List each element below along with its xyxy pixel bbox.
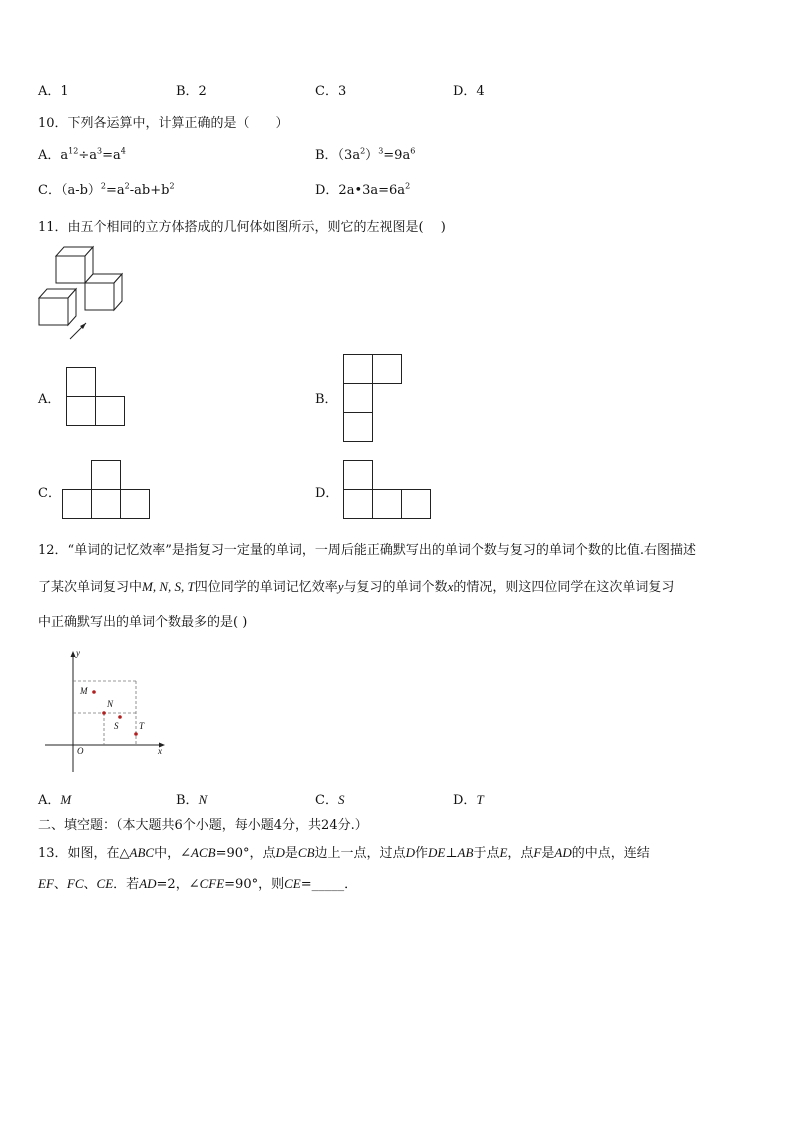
q13-line-1: 13．如图，在△ABC中，∠ACB=90°，点D是CB边上一点，过点D作DE⊥AB于点E，点F是AD的中点，连结: [38, 845, 650, 861]
graph-m-label: M: [80, 686, 88, 696]
q12-option-c: C．S: [315, 792, 345, 808]
q11-option-d-figure: [343, 460, 435, 522]
q12-option-b: B．N: [176, 792, 208, 808]
q12-option-d: D．T: [453, 792, 484, 808]
q11-option-a-figure: [66, 367, 128, 427]
q10-option-a: A．$a^{12}\div a^3=a^4$: [38, 146, 126, 163]
point-t: [134, 732, 138, 736]
point-s: [118, 715, 122, 719]
q12-option-a: A．M: [38, 792, 72, 808]
q11-option-a-label: A．: [38, 392, 61, 407]
q12-graph: [40, 648, 170, 776]
q11-option-c-label: C．: [38, 486, 61, 501]
q13-line-2: EF、FC、CE．若AD=2，∠CFE=90°，则CE=_____．: [38, 876, 358, 892]
q12-line-3: 中正确默写出的单词个数最多的是( ): [38, 615, 248, 630]
q9-option-a: A．1: [38, 84, 69, 99]
section-2-heading: 二、填空题：（本大题共6个小题，每小题4分，共24分.）: [38, 818, 368, 833]
q10-option-d: D．$2a•3a=6a^2$: [315, 181, 411, 198]
graph-s-label: S: [114, 721, 119, 731]
graph-n-label: N: [107, 699, 114, 709]
graph-origin-label: O: [77, 746, 84, 756]
q11-option-b-label: B．: [315, 392, 338, 407]
q11-option-c-figure: [62, 460, 154, 522]
q11-option-b-figure: [343, 354, 405, 444]
q12-line-2: 了某次单词复习中M, N, S, T四位同学的单词记忆效率y与复习的单词个数x的情况，则这四位同学在这次单词复习: [38, 579, 675, 595]
q9-option-d: D．4: [453, 84, 485, 99]
q11-option-d-label: D．: [315, 486, 339, 501]
q11-stem: 11．由五个相同的立方体搭成的几何体如图所示，则它的左视图是( ): [38, 220, 446, 235]
point-n: [102, 711, 106, 715]
graph-x-label: x: [158, 746, 162, 756]
q9-option-c: C．3: [315, 84, 347, 99]
graph-y-label: y: [76, 648, 80, 658]
q10-stem: 10．下列各运算中，计算正确的是（ ）: [38, 116, 289, 131]
q12-line-1: 12．“单词的记忆效率”是指复习一定量的单词，一周后能正确默写出的单词个数与复习的单词个数的比值.右图描述: [38, 543, 696, 558]
q11-cubes-figure: [36, 242, 136, 344]
q9-option-b: B．2: [176, 84, 207, 99]
point-m: [92, 690, 96, 694]
graph-t-label: T: [139, 721, 145, 731]
q10-option-b: B．$(3a^2)^3=9a^6$: [315, 146, 416, 163]
q10-option-c: C．$(a-b)^2=a^2-ab+b^2$: [38, 181, 175, 198]
